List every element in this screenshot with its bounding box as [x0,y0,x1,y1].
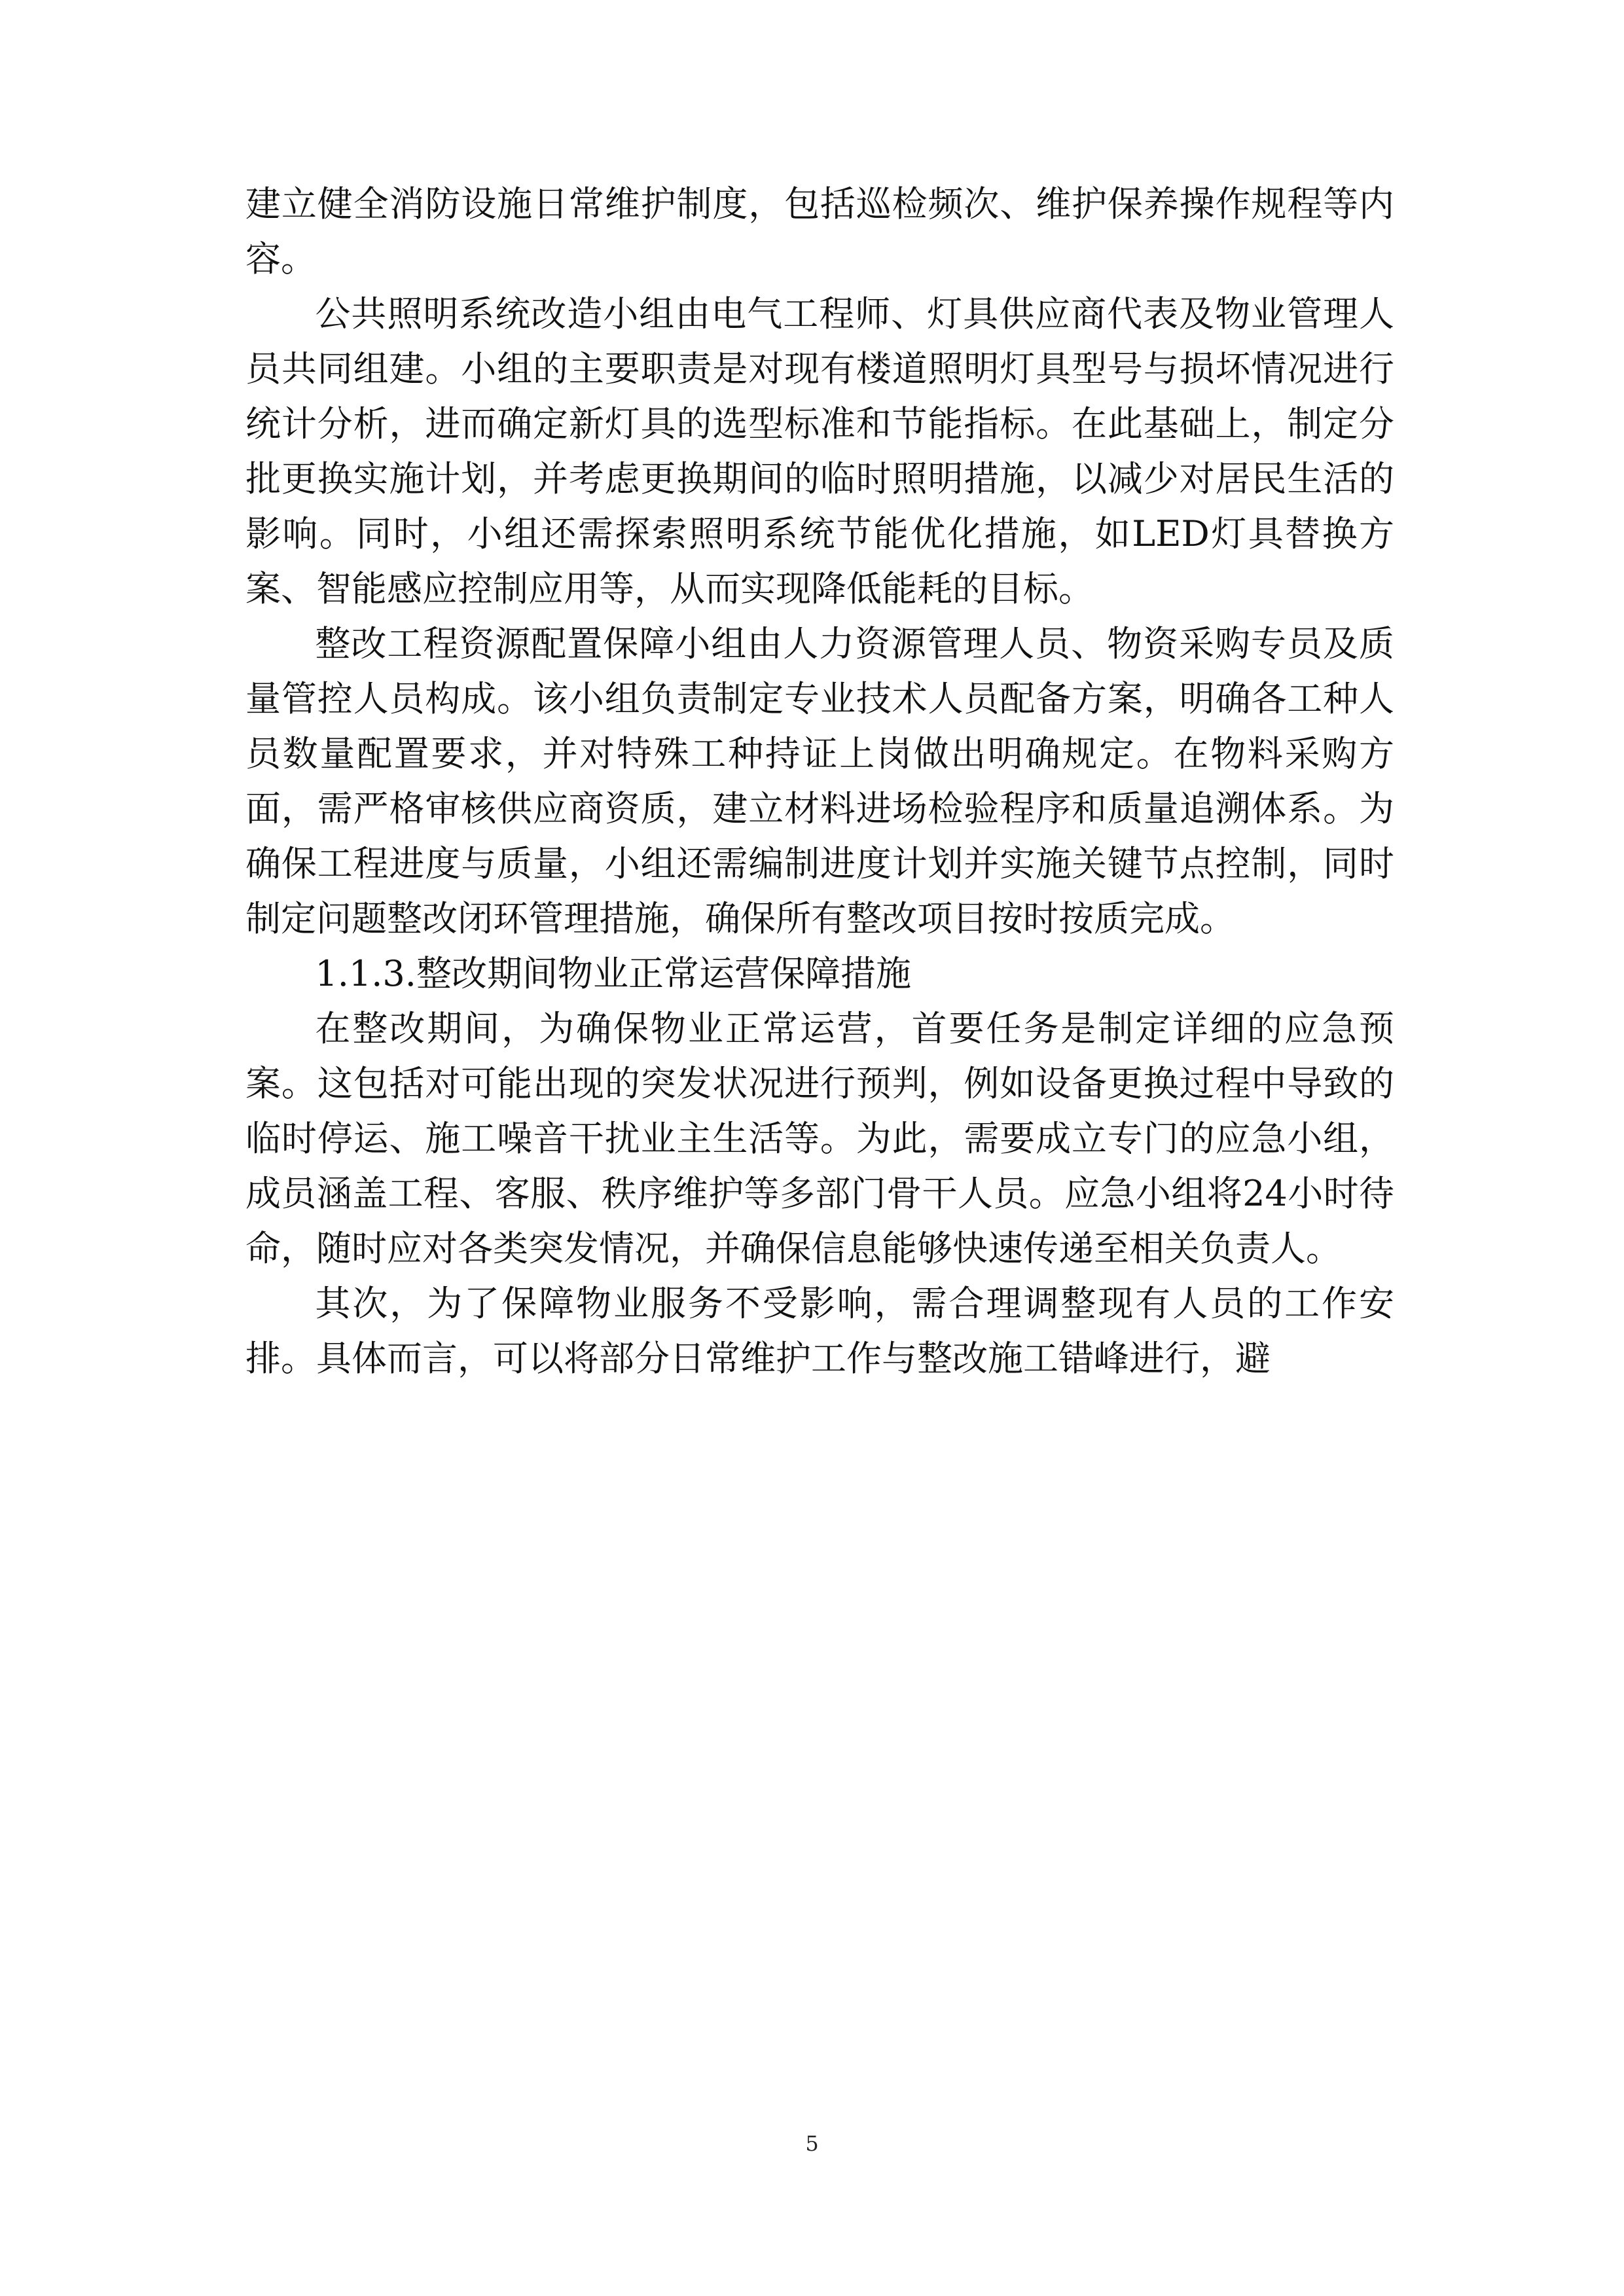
paragraph-lighting-renovation-team: 公共照明系统改造小组由电气工程师、灯具供应商代表及物业管理人员共同组建。小组的主要职责是对现有楼道照明灯具型号与损坏情况进行统计分析，进而确定新灯具的选型标准和节能指标。在此基础上，制定分批更换实施计划，并考虑更换期间的临时照明措施，以减少对居民生活的影响。同时，小组还需探索照明系统节能优化措施，如LED灯具替换方案、智能感应控制应用等，从而实现降低能耗的目标。 [245,293,1394,609]
paragraph-resource-allocation-team: 整改工程资源配置保障小组由人力资源管理人员、物资采购专员及质量管控人员构成。该小组负责制定专业技术人员配备方案，明确各工种人员数量配置要求，并对特殊工种持证上岗做出明确规定。在物料采购方面，需严格审核供应商资质，建立材料进场检验程序和质量追溯体系。为确保工程进度与质量，小组还需编制进度计划并实施关键节点控制，同时制定问题整改闭环管理措施，确保所有整改项目按时按质完成。 [245,623,1394,939]
paragraph-emergency-plan: 在整改期间，为确保物业正常运营，首要任务是制定详细的应急预案。这包括对可能出现的突发状况进行预判，例如设备更换过程中导致的临时停运、施工噪音干扰业主生活等。为此，需要成立专门的应急小组，成员涵盖工程、客服、秩序维护等多部门骨干人员。应急小组将24小时待命，随时应对各类突发情况，并确保信息能够快速传递至相关负责人。 [245,1008,1394,1269]
paragraph-fire-maintenance-continuation: 建立健全消防设施日常维护制度，包括巡检频次、维护保养操作规程等内容。 [245,183,1394,279]
section-heading: 1.1.3.整改期间物业正常运营保障措施 [315,953,911,994]
document-body [245,177,1394,1386]
paragraph-staff-scheduling: 其次，为了保障物业服务不受影响，需合理调整现有人员的工作安排。具体而言，可以将部分日常维护工作与整改施工错峰进行，避 [245,1283,1394,1379]
page-number: 5 [805,2131,819,2156]
